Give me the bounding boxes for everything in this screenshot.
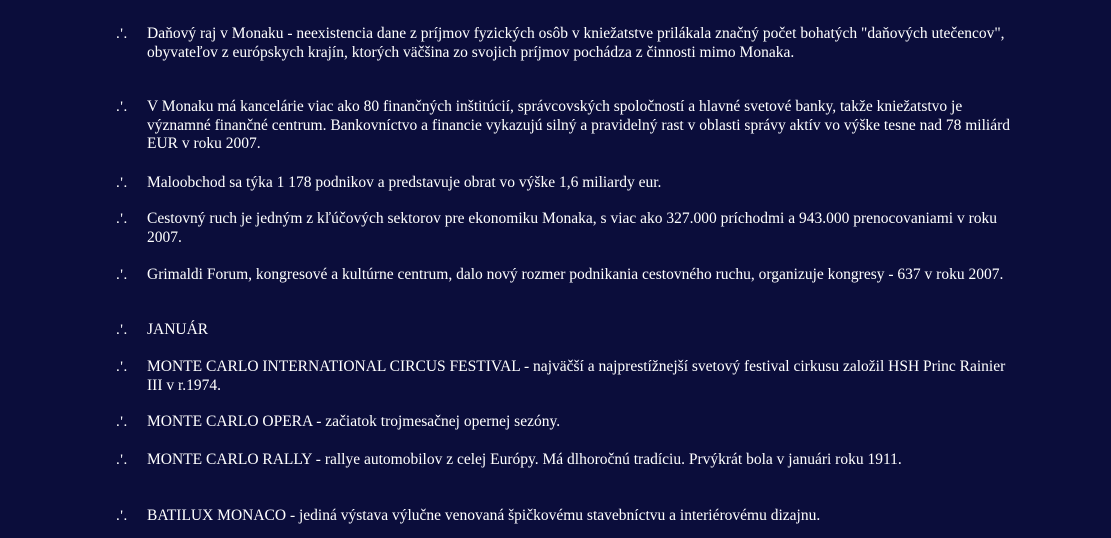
list-item-text: BATILUX MONACO - jediná výstava výlučne venovaná špičkovému stavebníctvu a interiérovému dizajnu. — [147, 507, 821, 524]
list-item — [116, 358, 1016, 395]
list-item-text: MONTE CARLO RALLY - rallye automobilov z celej Európy. Má dlhoročnú tradíciu. Prvýkrát bola v januári roku 1911. — [147, 451, 902, 468]
bullet-marker: .'. — [116, 508, 128, 524]
bullet-marker: .'. — [116, 211, 128, 227]
list-item-text: V Monaku má kancelárie viac ako 80 finančných inštitúcií, správcovských spoločností a hlavné svetové banky, takže kniežatstvo je významné finančné centrum. Bankovníctvo a financie vykazujú silný a pravidelný rast v oblasti správy aktív vo výške tesne nad 78 miliárd EUR v roku 2007. — [147, 98, 1011, 152]
bullet-marker: .'. — [116, 322, 128, 338]
list-item — [116, 98, 1016, 154]
list-item-text: Grimaldi Forum, kongresové a kultúrne centrum, dalo nový rozmer podnikania cestovného ruchu, organizuje kongresy - 637 v roku 2007. — [147, 266, 1004, 283]
list-item — [116, 25, 1016, 62]
list-item-text: Daňový raj v Monaku - neexistencia dane z príjmov fyzických osôb v kniežatstve prilákala značný počet bohatých "daňových utečencov", obyvateľov z európskych krajín, ktorých väčšina zo svojich príjmov pochádza z činnosti mimo Monaka. — [147, 25, 1005, 61]
bullet-marker: .'. — [116, 267, 128, 283]
list-item-text: Maloobchod sa týka 1 178 podnikov a predstavuje obrat vo výške 1,6 miliardy eur. — [147, 174, 662, 191]
bullet-marker: .'. — [116, 452, 128, 468]
list-item-text: Cestovný ruch je jedným z kľúčových sektorov pre ekonomiku Monaka, s viac ako 327.000 príchodmi a 943.000 prenocovaniami v roku 2007. — [147, 210, 997, 246]
bullet-list — [116, 25, 1016, 524]
list-item — [116, 507, 1016, 526]
bullet-marker: .'. — [116, 359, 128, 375]
list-item — [116, 174, 1016, 193]
bullet-marker: .'. — [116, 99, 128, 115]
list-item — [116, 413, 1016, 432]
list-item-text: MONTE CARLO INTERNATIONAL CIRCUS FESTIVAL - najväčší a najprestížnejší svetový festival cirkusu založil HSH Princ Rainier III v r.1974. — [147, 358, 1006, 394]
list-item — [116, 321, 1016, 340]
list-item-text: MONTE CARLO OPERA - začiatok trojmesačnej opernej sezóny. — [147, 413, 561, 430]
bullet-marker: .'. — [116, 414, 128, 430]
bullet-marker: .'. — [116, 26, 128, 42]
list-item — [116, 210, 1016, 247]
list-item — [116, 451, 1016, 470]
list-item — [116, 266, 1016, 285]
list-item-text: JANUÁR — [147, 321, 209, 338]
bullet-marker: .'. — [116, 175, 128, 191]
